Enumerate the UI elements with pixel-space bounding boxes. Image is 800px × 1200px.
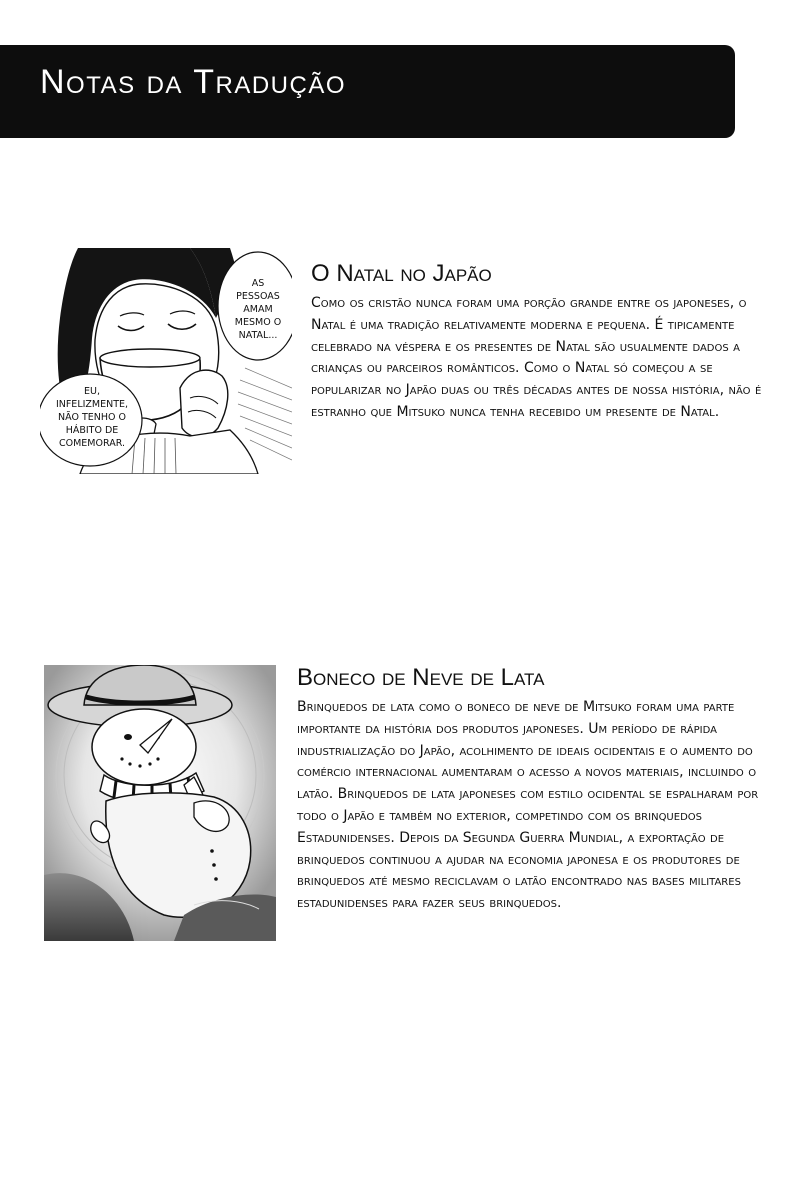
bubble-2-line-3: não tenho o — [58, 412, 126, 423]
note-title-natal: O Natal no Japão — [311, 260, 492, 287]
manga-panel-woman-drinking-tea — [40, 248, 292, 474]
woman-drinking-tea-illustration — [40, 248, 292, 474]
bubble-2-line-4: hábito de — [65, 425, 119, 436]
note-body-boneco: Brinquedos de lata como o boneco de neve de Mitsuko foram uma parte importante da história dos produtos japoneses. Um período de rápida industrialização do Japão, acolhimento de ideais ocidentais e o aumento do comércio internacional aumentaram o acesso a novos materiais, incluindo o latão. Brinquedos de lata japoneses com estilo ocidental se espalharam por todo o Japão e também no exterior, competindo com os brinquedos Estadunidenses. Depois da Segunda Guerra Mundial, a exportação de brinquedos continuou a ajudar na economia japonesa e os produtores de brinquedos até mesmo reciclavam o latão encontrado nas bases militares estadunidenses para fazer seus brinquedos. — [297, 699, 759, 912]
bubble-2-line-1: eu, — [84, 386, 100, 397]
tin-snowman-illustration — [44, 665, 276, 941]
bubble-1-line-1: as — [251, 278, 265, 289]
bubble-1-line-5: natal... — [238, 330, 278, 341]
bubble-2-line-2: infelizmente, — [55, 399, 129, 410]
note-body-natal: Como os cristão nunca foram uma porção grande entre os japoneses, o Natal é uma tradição relativamente moderna e pequena. É tipicamente celebrado na véspera e os presentes de Natal são usualmente dados a crianças ou parceiros românticos. Como o Natal só começou a se popularizar no Japão duas ou três décadas antes de nossa história, não é estranho que Mitsuko nunca tenha recebido um presente de Natal. — [311, 295, 762, 420]
page-title: Notas da Tradução — [40, 63, 347, 101]
bubble-1-line-3: amam — [243, 304, 273, 315]
bubble-1-line-4: mesmo o — [234, 317, 282, 328]
bubble-2-line-5: comemorar. — [59, 438, 125, 449]
header-bar — [0, 45, 735, 138]
note-title-boneco: Boneco de Neve de Lata — [297, 664, 545, 691]
manga-panel-tin-snowman — [44, 665, 276, 941]
bubble-1-line-2: pessoas — [236, 291, 280, 302]
